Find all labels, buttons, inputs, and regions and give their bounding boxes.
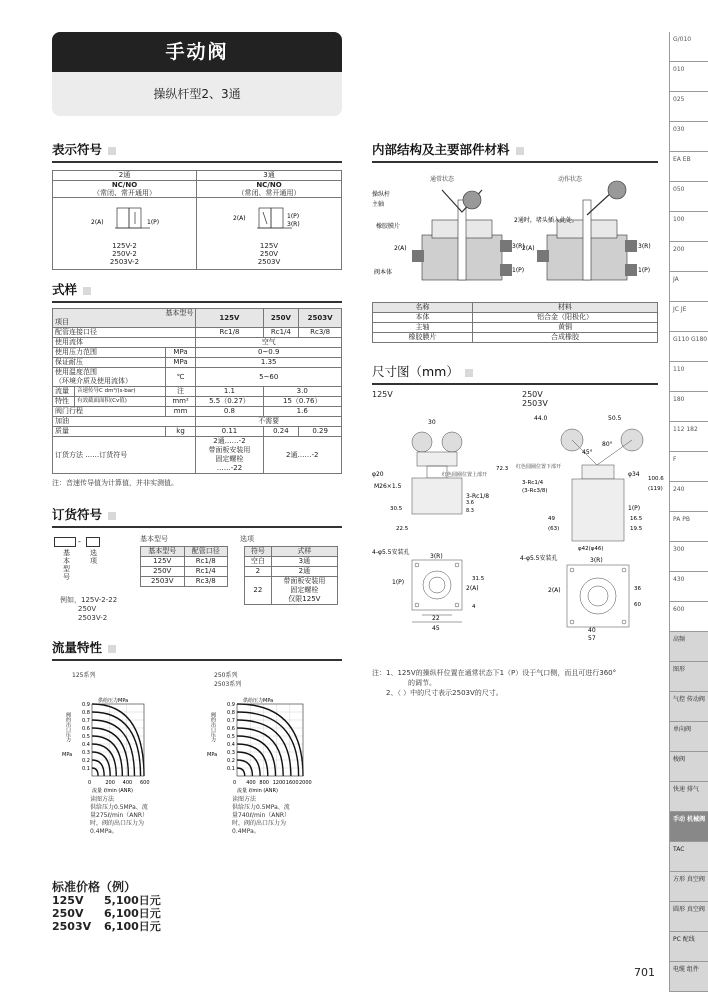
material-table [372, 302, 658, 343]
section-ordering-title: 订货符号 [52, 505, 342, 528]
side-tab-11[interactable]: 110 [669, 362, 708, 392]
side-tab-16[interactable]: PA PB [669, 512, 708, 542]
flow-xtick: 400 [246, 780, 256, 786]
spec-lube-value: 不需要 [196, 417, 342, 427]
spec-temp-note: （环境介质及使用流体） [55, 377, 132, 385]
spec-order-label: 订货方法 [55, 450, 83, 459]
material-head-material: 材料 [473, 303, 658, 313]
spec-flow-c-250v: 3.0 [263, 387, 342, 397]
dims-note-1-cont: 的调节。 [408, 679, 436, 687]
dims-125v-drawing [372, 410, 512, 640]
spec-mass-label: 质量 [53, 427, 166, 437]
side-tab-13[interactable]: 112 182 [669, 422, 708, 452]
flow-ytick: 0.5 [227, 734, 235, 740]
dims-250v-port-a: 2(A) [548, 587, 561, 594]
spec-mass-unit: kg [165, 427, 196, 437]
side-tab-17[interactable]: 300 [669, 542, 708, 572]
material-r1-name: 本体 [373, 313, 473, 323]
spec-mass-250v: 0.24 [263, 427, 299, 437]
spec-flow-c-label: 音速传导C [77, 388, 103, 394]
side-tab-15[interactable]: 240 [669, 482, 708, 512]
symbol-2way-port-a: 2(A) [90, 219, 104, 226]
dims-125v-m26: M26×1.5 [374, 483, 402, 490]
section-internal-title: 内部结构及主要部件材料 [372, 140, 658, 163]
ordering-t1-title: 基本型号 [140, 535, 168, 543]
side-tab-27[interactable]: TAC [669, 842, 708, 872]
internal-normal-diagram [412, 190, 512, 280]
flow-ytick: 0.3 [82, 750, 90, 756]
ordering-t2-r3-spec-1: 带面板安装用 [283, 577, 326, 585]
flow-left-read-5: 0.4MPa。 [90, 828, 118, 835]
ordering-t2-head-symbol: 符号 [245, 547, 272, 557]
spec-order-125v-1: 2通……-2 [213, 437, 246, 445]
side-tab-0[interactable]: G/010 [669, 32, 708, 62]
spec-temp-unit: ℃ [165, 368, 196, 387]
flow-ytick: 0.9 [227, 702, 235, 708]
internal-port-p-left: 1(P) [512, 267, 525, 274]
symbols-3way-type: NC/NO [256, 181, 282, 189]
spec-flow-s-250v: 15（0.76） [263, 397, 342, 407]
ordering-t2-title: 选项 [240, 535, 254, 543]
side-tab-9[interactable]: JC JE [669, 302, 708, 332]
price-list [52, 894, 161, 933]
side-tab-4[interactable]: EA EB [669, 152, 708, 182]
dims-250v-63: (63) [548, 526, 560, 532]
internal-label-plug: 2通时，堵头插入此处。 [514, 217, 578, 224]
dims-250v-36: 36 [634, 586, 641, 592]
side-tab-31[interactable]: 电缆 组件 [669, 962, 708, 992]
internal-label-diaphragm: 橡胶膜片 [376, 223, 401, 230]
internal-port-r-left: 3(R) [512, 243, 525, 250]
flow-ytick: 0.8 [82, 710, 90, 716]
dims-250v-16-5: 16.5 [630, 516, 643, 522]
side-tab-22[interactable]: 气控 传动阀 [669, 692, 708, 722]
flow-chart-left [60, 690, 170, 800]
dims-250v-45deg: 45° [582, 449, 593, 456]
flow-ytick: 0.8 [227, 710, 235, 716]
dims-250v-phi42: φ42(φ46) [578, 546, 604, 552]
spec-row-flow1 [53, 387, 342, 397]
ordering-option-table [244, 546, 338, 605]
ordering-t2-r2-spec: 2通 [271, 567, 337, 577]
side-tab-7[interactable]: 200 [669, 242, 708, 272]
dims-note-2: 2、（ ）中的尺寸表示2503V的尺寸。 [386, 689, 503, 697]
price-title: 标准价格（例） [52, 880, 137, 894]
ordering-t1-head-port: 配管口径 [184, 547, 228, 557]
spec-port-125v: Rc1/8 [196, 328, 263, 338]
page-subtitle: 操纵杆型2、3通 [52, 72, 342, 116]
spec-stroke-250v: 1.6 [263, 407, 342, 417]
internal-active-diagram [537, 181, 637, 280]
flow-ytick: 0.1 [227, 766, 235, 772]
spec-row-stroke [53, 407, 342, 417]
section-spec-title: 式样 [52, 280, 342, 303]
side-tab-23[interactable]: 单向阀 [669, 722, 708, 752]
dims-250v-rc14: 3-Rc1/4 [522, 480, 544, 486]
flow-ylabel: 阀的出口压力 [65, 712, 71, 742]
spec-proof-label: 保证耐压 [53, 358, 166, 368]
material-r1-material: 铝合金（阳极化） [473, 313, 658, 323]
flow-right-series: 250系列 [214, 672, 238, 679]
dims-250v-57: 57 [588, 635, 596, 642]
side-tab-6[interactable]: 100 [669, 212, 708, 242]
spec-mass-2503v: 0.29 [299, 427, 342, 437]
side-tab-10[interactable]: G110 G180 [669, 332, 708, 362]
spec-flow-s-125v: 5.5（0.27） [196, 397, 263, 407]
flow-xtick: 0 [233, 780, 237, 786]
dims-125v-30: 30 [428, 419, 436, 426]
ordering-t2-head-spec: 式样 [271, 547, 337, 557]
dims-right-model-2: 2503V [522, 399, 548, 408]
ordering-t2-r1-spec: 3通 [271, 557, 337, 567]
dims-250v-red-note: 红色圆圈位置下部开 [516, 464, 562, 470]
dims-125v-phi20: φ20 [372, 471, 384, 478]
flow-xtick: 400 [122, 780, 133, 786]
dims-250v-drawing [512, 410, 662, 640]
flow-right-read-2: 供给压力0.5MPa、流 [232, 804, 290, 811]
flow-ytick: 0.7 [227, 718, 235, 724]
symbol-3way-port-r: 3(R) [287, 221, 300, 228]
spec-port-250v: Rc1/4 [263, 328, 299, 338]
spec-fluid-value: 空气 [196, 338, 342, 348]
side-tabs [669, 32, 708, 992]
material-r2-material: 黄铜 [473, 323, 658, 333]
dims-125v-22-5: 22.5 [396, 526, 409, 532]
dims-250v-mount-holes: 4-φ5.5安装孔 [520, 555, 558, 562]
spec-pressure-unit: MPa [165, 348, 196, 358]
symbol-2way-model-2: 250V-2 [112, 250, 137, 258]
material-r3-name: 橡胶膜片 [373, 333, 473, 343]
dims-250v-119: (119) [648, 486, 663, 492]
side-tab-25[interactable]: 快速 排气 [669, 782, 708, 812]
spec-flow-label: 流量 [53, 387, 75, 397]
dims-250v-44: 44.0 [534, 415, 548, 422]
side-tab-29[interactable]: 圆形 真空阀 [669, 902, 708, 932]
dims-notes [372, 668, 658, 698]
flow-curve-9 [92, 704, 144, 776]
flow-xtick: 800 [259, 780, 269, 786]
flow-xlabel: 流量 ℓ/min (ANR) [237, 788, 278, 794]
flow-right-read-3: 量740ℓ/min（ANR） [232, 812, 291, 819]
ordering-box-option [86, 537, 100, 547]
dims-125v-rc18: 3-Rc1/8 [466, 493, 490, 500]
spec-row-mass [53, 427, 342, 437]
spec-lube-label: 加油 [53, 417, 196, 427]
spec-row-port [53, 328, 342, 338]
ordering-t2-r2-symbol: 2 [245, 567, 272, 577]
spec-flow-s-unit: mm² [165, 397, 196, 407]
ordering-example [60, 596, 117, 623]
spec-row-order [53, 437, 342, 474]
dims-125v-mount-holes: 4-φ5.5安装孔 [372, 549, 410, 556]
flow-ytick: 0.4 [82, 742, 90, 748]
flow-supply-label: 供给压力MPa [243, 698, 274, 704]
flow-supply-label: 供给压力MPa [98, 698, 129, 704]
dims-125v-72-3: 72.3 [496, 466, 509, 472]
ordering-label-option: 选项 [90, 549, 97, 565]
spec-table [52, 308, 342, 474]
dims-250v-19-5: 19.5 [630, 526, 643, 532]
spec-row-flow2 [53, 397, 342, 407]
symbol-3way-port-p: 1(P) [287, 213, 300, 220]
spec-order-125v-4: ……-22 [216, 464, 243, 472]
symbol-2way-model-3: 2503V-2 [109, 258, 140, 266]
ordering-t2-r3-symbol: 22 [245, 577, 272, 605]
spec-note: 注：音速传导值为计算值，并非实测值。 [52, 479, 178, 487]
side-tab-3[interactable]: 030 [669, 122, 708, 152]
spec-stroke-125v: 0.8 [196, 407, 263, 417]
spec-temp-value: 5~60 [196, 368, 342, 387]
flow-xtick: 600 [140, 780, 150, 786]
symbols-2way-type: NC/NO [111, 181, 138, 189]
flow-xtick: 1200 [272, 780, 286, 786]
symbol-2way-port-p: 1(P) [146, 219, 159, 226]
flow-curve-9 [237, 704, 303, 776]
ordering-t1-r2-model: 250V [141, 567, 185, 577]
spec-pressure-label: 使用压力范围 [53, 348, 166, 358]
internal-structure-diagram [372, 180, 662, 295]
dims-125v-4: 4 [472, 604, 476, 610]
ordering-example-3: 2503V-2 [78, 614, 108, 622]
flow-right-read-5: 0.4MPa。 [232, 828, 260, 835]
dims-right-model-1: 250V [522, 390, 543, 399]
side-tab-14[interactable]: F [669, 452, 708, 482]
flow-chart-right [205, 690, 330, 800]
symbols-3way-head: 3通 [197, 171, 341, 181]
ordering-example-1: 例如，125V-2-22 [60, 596, 118, 604]
ordering-label-model: 基本型号 [63, 549, 70, 581]
flow-ytick: 0.6 [82, 726, 90, 732]
spec-flow-c-125v: 1.1 [196, 387, 263, 397]
symbol-3way-model-2: 250V [259, 250, 279, 258]
spec-flow-c-unit: dm³/(s·bar) [104, 388, 136, 394]
dims-250v-port-r: 3(R) [590, 557, 603, 564]
flow-ytick: 0.1 [82, 766, 90, 772]
spec-port-label: 配管连接口径 [53, 328, 196, 338]
spec-proof-unit: MPa [165, 358, 196, 368]
flow-ytick: 0.7 [82, 718, 90, 724]
internal-port-p-right: 1(P) [638, 267, 651, 274]
side-tab-2[interactable]: 025 [669, 92, 708, 122]
ordering-code-diagram: - 基本型号 选项 [54, 537, 134, 627]
price-row-250v: 250V 6,100日元 [52, 907, 161, 920]
flow-ytick: 0.2 [227, 758, 235, 764]
spec-order-code: ……订货符号 [85, 450, 128, 459]
spec-order-250v: 2通……-2 [263, 437, 342, 474]
internal-label-body: 阀本体 [374, 269, 393, 276]
spec-order-125v-2: 带面板安装用 [208, 446, 251, 454]
spec-row-pressure [53, 348, 342, 358]
dims-125v-22: 22 [432, 615, 440, 622]
side-tab-12[interactable]: 180 [669, 392, 708, 422]
spec-temp-label: 使用温度范围 [55, 368, 97, 376]
side-tab-26[interactable]: 手动 机械阀 [669, 812, 708, 842]
spec-item-label: 项目 [55, 318, 69, 326]
flow-curve-1 [92, 768, 98, 776]
spec-row-fluid [53, 338, 342, 348]
dims-250v-50-5: 50.5 [608, 415, 622, 422]
internal-active-label: 动作状态 [558, 176, 583, 183]
ordering-t1-r2-port: Rc1/4 [184, 567, 228, 577]
flow-yunit: MPa [207, 752, 218, 758]
spec-proof-value: 1.35 [196, 358, 342, 368]
spec-model-2503v: 2503V [299, 309, 342, 328]
spec-order-125v-3: 固定螺栓 [215, 455, 244, 463]
spec-flow-s-label: 有效截面面积(Cv值) [75, 397, 166, 407]
dims-250v-100-6: 100.6 [648, 476, 664, 482]
symbol-2way-diagram [55, 198, 195, 240]
dims-125v-30-5: 30.5 [390, 506, 403, 512]
symbols-2way-head: 2通 [53, 171, 196, 181]
flow-left-read-4: 时，阀的出口压力为 [90, 820, 145, 827]
internal-port-r-right: 3(R) [638, 243, 651, 250]
flow-ytick: 0.9 [82, 702, 90, 708]
material-head-name: 名称 [373, 303, 473, 313]
side-tab-5[interactable]: 050 [669, 182, 708, 212]
dims-note-1: 注：1、125V的操纵杆位置在通常状态下1（P）设于气口侧，而且可进行360° [372, 669, 617, 677]
material-r2-name: 主轴 [373, 323, 473, 333]
flow-xtick: 200 [105, 780, 115, 786]
symbol-3way-port-a: 2(A) [233, 215, 246, 222]
flow-ytick: 0.2 [82, 758, 90, 764]
price-row-125v: 125V 5,100日元 [52, 894, 161, 907]
dims-125v-port-a: 2(A) [466, 585, 479, 592]
internal-port-a-left: 2(A) [394, 245, 407, 252]
ordering-t2-r3-spec-3: 仅限125V [288, 595, 321, 603]
side-tab-28[interactable]: 方形 真空阀 [669, 872, 708, 902]
dims-125v-31-5: 31.5 [472, 576, 485, 582]
dims-125v-port-p: 1(P) [392, 579, 405, 586]
internal-port-a-right: 2(A) [522, 245, 535, 252]
spec-pressure-value: 0~0.9 [196, 348, 342, 358]
material-r3-material: 合成橡胶 [473, 333, 658, 343]
spec-fluid-label: 使用流体 [53, 338, 196, 348]
dims-125v-red-note: 红色圆圈位置上部开 [442, 472, 488, 478]
ordering-t1-r1-port: Rc1/8 [184, 557, 228, 567]
internal-label-shaft: 主轴 [372, 201, 385, 208]
spec-model-label: 基本型号 [165, 309, 194, 317]
side-tab-20[interactable]: 高频 [669, 632, 708, 662]
side-tab-19[interactable]: 600 [669, 602, 708, 632]
flow-xtick: 2000 [299, 780, 312, 786]
ordering-model-table [140, 546, 228, 587]
symbol-2way-model-1: 125V-2 [112, 242, 137, 250]
dims-250v-80deg: 80° [602, 441, 613, 448]
flow-ytick: 0.5 [82, 734, 90, 740]
flow-xtick: 1600 [285, 780, 299, 786]
flow-xtick: 0 [88, 780, 92, 786]
spec-row-proof [53, 358, 342, 368]
spec-row-temp [53, 368, 342, 387]
dims-125v-8-3: 8.3 [466, 508, 474, 514]
spec-flow-note-mark: 注 [165, 387, 196, 397]
ordering-t1-head-model: 基本型号 [141, 547, 185, 557]
flow-xlabel: 流量 ℓ/min (ANR) [92, 788, 133, 794]
section-dims-title: 尺寸图（mm） [372, 362, 658, 385]
ordering-t2-r3-spec-2: 固定螺栓 [290, 586, 319, 594]
flow-right-read [232, 796, 290, 836]
spec-flow-label-2: 特性 [53, 397, 75, 407]
spec-stroke-label: 阀门行程 [53, 407, 166, 417]
flow-ylabel: 阀的出口压力 [210, 712, 216, 742]
internal-label-lever: 操纵杆 [372, 191, 391, 198]
dims-250v-60: 60 [634, 602, 641, 608]
flow-left-read [90, 796, 148, 836]
dims-250v-40: 40 [588, 627, 596, 634]
symbols-table [52, 170, 342, 270]
dims-250v-port-p: 1(P) [628, 505, 641, 512]
symbol-3way-diagram [197, 198, 341, 240]
page-title: 手动阀 [52, 32, 342, 72]
section-symbols-title: 表示符号 [52, 140, 342, 163]
side-tab-18[interactable]: 430 [669, 572, 708, 602]
flow-plot-frame [92, 704, 144, 776]
side-tab-30[interactable]: PC 配线 [669, 932, 708, 962]
flow-plot-frame [237, 704, 303, 776]
page-number: 701 [634, 966, 655, 979]
section-flow-title: 流量特性 [52, 638, 342, 661]
flow-left-series: 125系列 [72, 672, 96, 679]
side-tab-8[interactable]: JA [669, 272, 708, 302]
side-tab-21[interactable]: 图形 [669, 662, 708, 692]
dims-125v-45: 45 [432, 625, 440, 632]
dims-125v-port-r: 3(R) [430, 553, 443, 560]
symbol-3way-model-1: 125V [259, 242, 279, 250]
flow-right-series2: 2503系列 [214, 681, 242, 688]
flow-ytick: 0.6 [227, 726, 235, 732]
flow-left-read-2: 供给压力0.5MPa、流 [90, 804, 148, 811]
spec-model-250v: 250V [263, 309, 299, 328]
ordering-example-2: 250V [78, 605, 97, 613]
flow-ytick: 0.3 [227, 750, 235, 756]
internal-normal-label: 通常状态 [430, 176, 455, 183]
symbol-3way-model-3: 2503V [257, 258, 281, 266]
flow-ytick: 0.4 [227, 742, 235, 748]
dims-125v-3-6: 3.6 [466, 500, 474, 506]
dims-250v-rc38: (3-Rc3/8) [522, 488, 548, 494]
flow-right-read-4: 时，阀的出口压力为 [232, 820, 287, 827]
spec-model-125v: 125V [196, 309, 263, 328]
spec-mass-125v: 0.11 [196, 427, 263, 437]
flow-left-read-1: 读图方法 [90, 796, 115, 803]
side-tab-24[interactable]: 梭阀 [669, 752, 708, 782]
spec-port-2503v: Rc3/8 [299, 328, 342, 338]
ordering-box-model [54, 537, 76, 547]
symbols-2way-note: （常闭、常开通用） [53, 189, 196, 198]
ordering-t2-r1-symbol: 空白 [245, 557, 272, 567]
dims-250v-phi34: φ34 [628, 471, 640, 478]
flow-left-read-3: 量275ℓ/min（ANR） [90, 812, 149, 819]
flow-yunit: MPa [62, 752, 73, 758]
flow-curve-1 [237, 768, 245, 776]
symbols-3way-note: （常闭、常开通用） [197, 189, 341, 198]
ordering-t1-r3-model: 2503V [141, 577, 185, 587]
dims-250v-49: 49 [548, 516, 555, 522]
spec-stroke-unit: mm [165, 407, 196, 417]
flow-right-read-1: 读图方法 [232, 796, 257, 803]
side-tab-1[interactable]: 010 [669, 62, 708, 92]
ordering-t1-r1-model: 125V [141, 557, 185, 567]
price-row-2503v: 2503V 6,100日元 [52, 920, 161, 933]
dims-right-models [522, 390, 548, 408]
spec-row-lube [53, 417, 342, 427]
dims-left-model: 125V [372, 390, 393, 399]
ordering-t1-r3-port: Rc3/8 [184, 577, 228, 587]
